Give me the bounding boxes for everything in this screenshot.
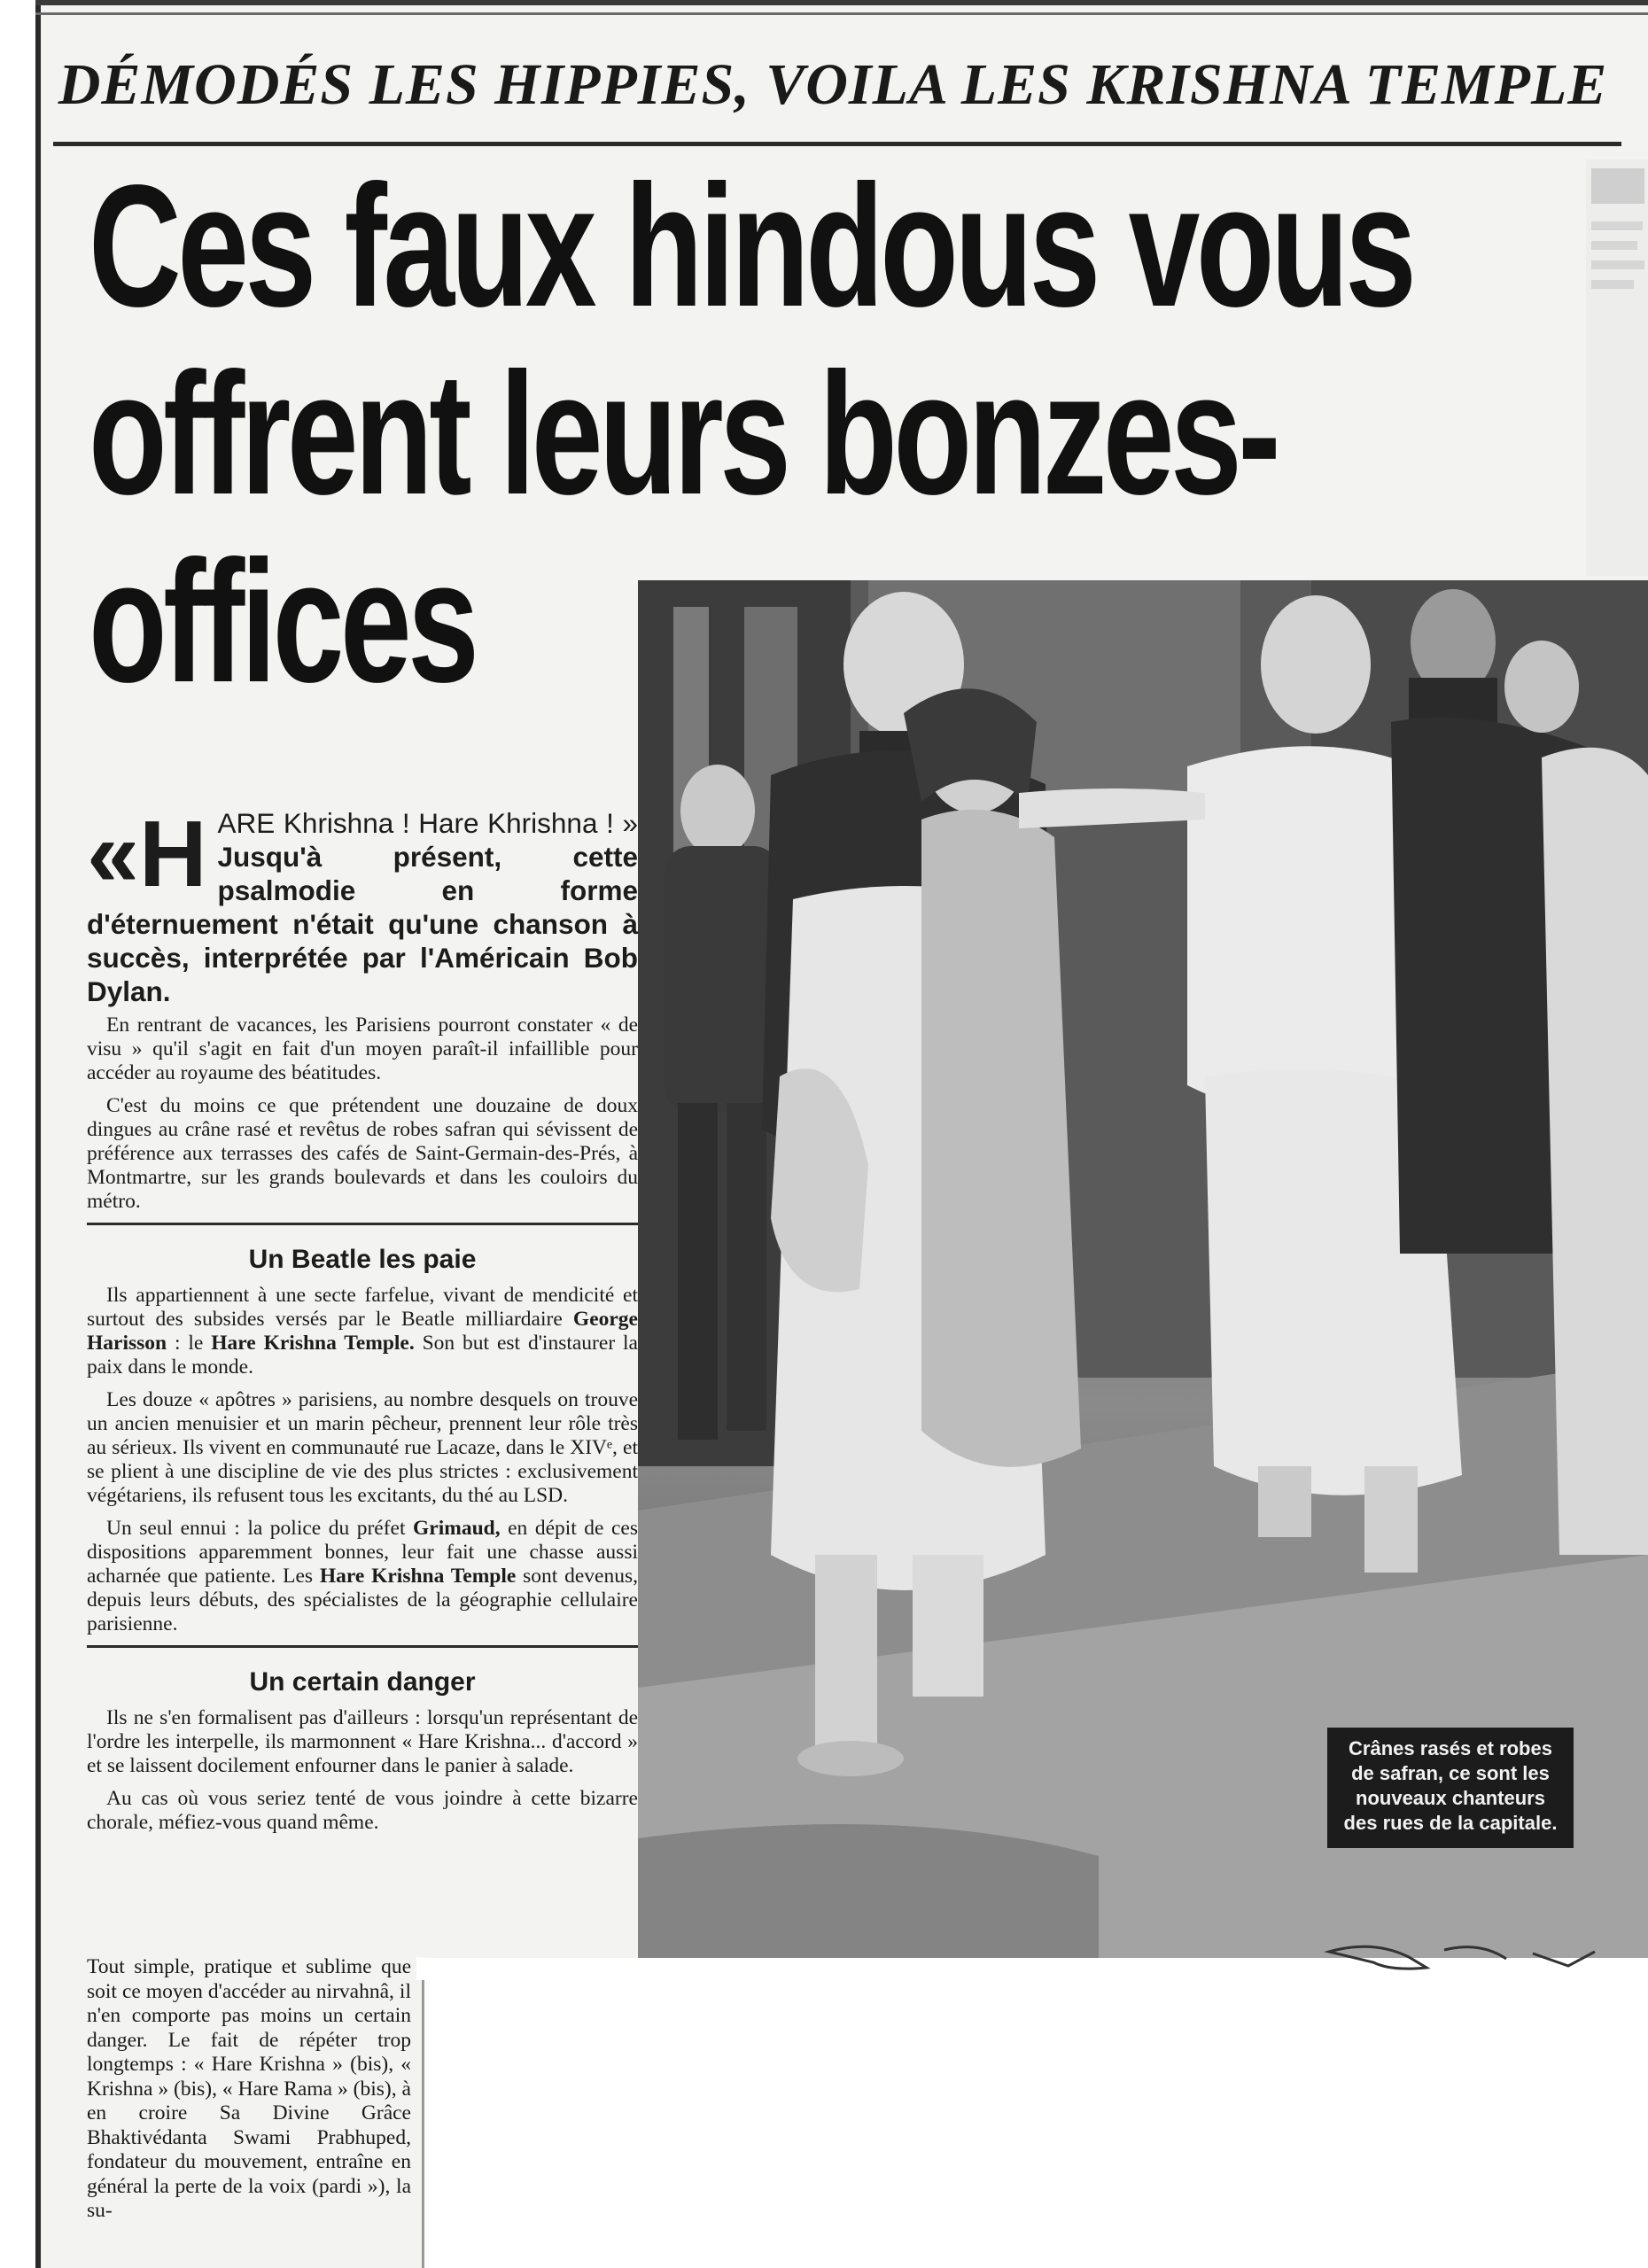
headline-line-3: offices xyxy=(89,524,476,718)
section1-paragraph-1 xyxy=(87,1284,638,1379)
lead-rest: Jusqu'à présent, cette psalmodie en forme d'éternuement n'était qu'une chanson à succès, interprétée par l'Américain Bob Dylan. xyxy=(87,841,638,1007)
name-george-harisson: George Harisson xyxy=(87,1308,638,1355)
text-run: : le xyxy=(167,1332,212,1355)
section-rule xyxy=(87,1645,638,1648)
subhead-danger: Un certain danger xyxy=(249,1667,476,1697)
adjacent-article-fragment xyxy=(1586,159,1648,576)
headline-line-1: Ces faux hindous vous xyxy=(89,149,1413,343)
top-rule-thin xyxy=(35,12,1648,15)
name-grimaud: Grimaud, xyxy=(413,1517,501,1540)
section2-paragraph-1: Ils ne s'en formalisent pas d'ailleurs : lorsqu'un représentant de l'ordre les interpelle, ils marmonnent « Hare Krishna... d'accord » et se laissent docilement enfourner dans le panier à salade. xyxy=(87,1706,638,1777)
text-run: Son but est d'instaurer la paix dans le monde. xyxy=(87,1332,638,1379)
kicker-headline: DÉMODÉS LES HIPPIES, VOILA LES KRISHNA TEMPLE xyxy=(58,52,1608,117)
dropcap xyxy=(87,802,207,906)
text-run: en dépit de ces dispositions apparemment bonnes, leur fait une chasse aussi acharnée que patiente. Les xyxy=(87,1517,639,1588)
name-hare-krishna-temple-2: Hare Krishna Temple xyxy=(319,1565,517,1588)
top-rule xyxy=(35,0,1648,5)
name-hare-krishna-temple: Hare Krishna Temple. xyxy=(211,1332,415,1355)
section2-paragraph-2-wide: Au cas où vous seriez tenté de vous joindre à cette bizarre chorale, méfiez-vous quand même. xyxy=(87,1787,638,1834)
section2-paragraph-2-narrow: Tout simple, pratique et sublime que soit ce moyen d'accéder au nirvahnâ, il n'en comporte pas moins un certain danger. Le fait de répéter trop longtemps : « Hare Krishna » (bis), « Krishna » (bis), « Hare Rama » (bis), à en croire Sa Divine Grâce Bhaktivédanta Swami Prabhuped, fondateur du mouvement, entraîne en général la perte de la voix (pardi »), la su- xyxy=(87,1955,411,2222)
section1-paragraph-3 xyxy=(87,1517,638,1636)
dropcap-letter: H xyxy=(138,802,207,906)
intro-paragraph-1: En rentrant de vacances, les Parisiens pourront constater « de visu » qu'il s'agit en fait d'un moyen paraît-il infaillible pour accéder au royaume des béatitudes. xyxy=(87,1014,638,1084)
text-run: sont devenus, depuis leurs débuts, des spécialistes de la géographie cellulaire parisienne. xyxy=(87,1565,638,1635)
text-run: Ils appartiennent à une secte farfelue, vivant de mendicité et surtout des subsides versés par le Beatle milliardaire xyxy=(87,1284,638,1331)
section1-paragraph-2: Les douze « apôtres » parisiens, au nombre desquels on trouve un ancien menuisier et un marin pêcheur, prennent leur rôle très au sérieux. Ils vivent en communauté rue Lacaze, dans le XIVᵉ, et se plient à une discipline de vie des plus strictes : exclusivement végétariens, ils refusent tous les excitants, du thé au LSD. xyxy=(87,1388,638,1507)
headline-line-2: offrent leurs bonzes- xyxy=(89,337,1278,531)
text-run: Un seul ennui : la police du préfet xyxy=(106,1517,414,1540)
section-rule xyxy=(87,1223,638,1225)
intro-paragraph-2: C'est du moins ce que prétendent une douzaine de doux dingues au crâne rasé et revêtus de robes safran qui sévissent de préférence aux terrasses des cafés de Saint-Germain-des-Prés, à Montmartre, sur les grands boulevards et dans les couloirs du métro. xyxy=(87,1094,638,1213)
article-narrow-column xyxy=(87,1955,411,2233)
lead-paragraph xyxy=(87,802,638,1008)
article-body-column xyxy=(87,802,639,1844)
kicker-rule xyxy=(53,142,1621,146)
photo-caption: Crânes rasés et robes de safran, ce sont les nouveaux chanteurs des rues de la capitale. xyxy=(1327,1728,1574,1848)
lead-first-words: ARE Khrishna ! Hare Khrishna ! » xyxy=(217,807,638,839)
subhead-beatle: Un Beatle les paie xyxy=(248,1245,477,1274)
open-quote: « xyxy=(87,802,139,906)
torn-paper-edge xyxy=(416,1945,1648,1980)
